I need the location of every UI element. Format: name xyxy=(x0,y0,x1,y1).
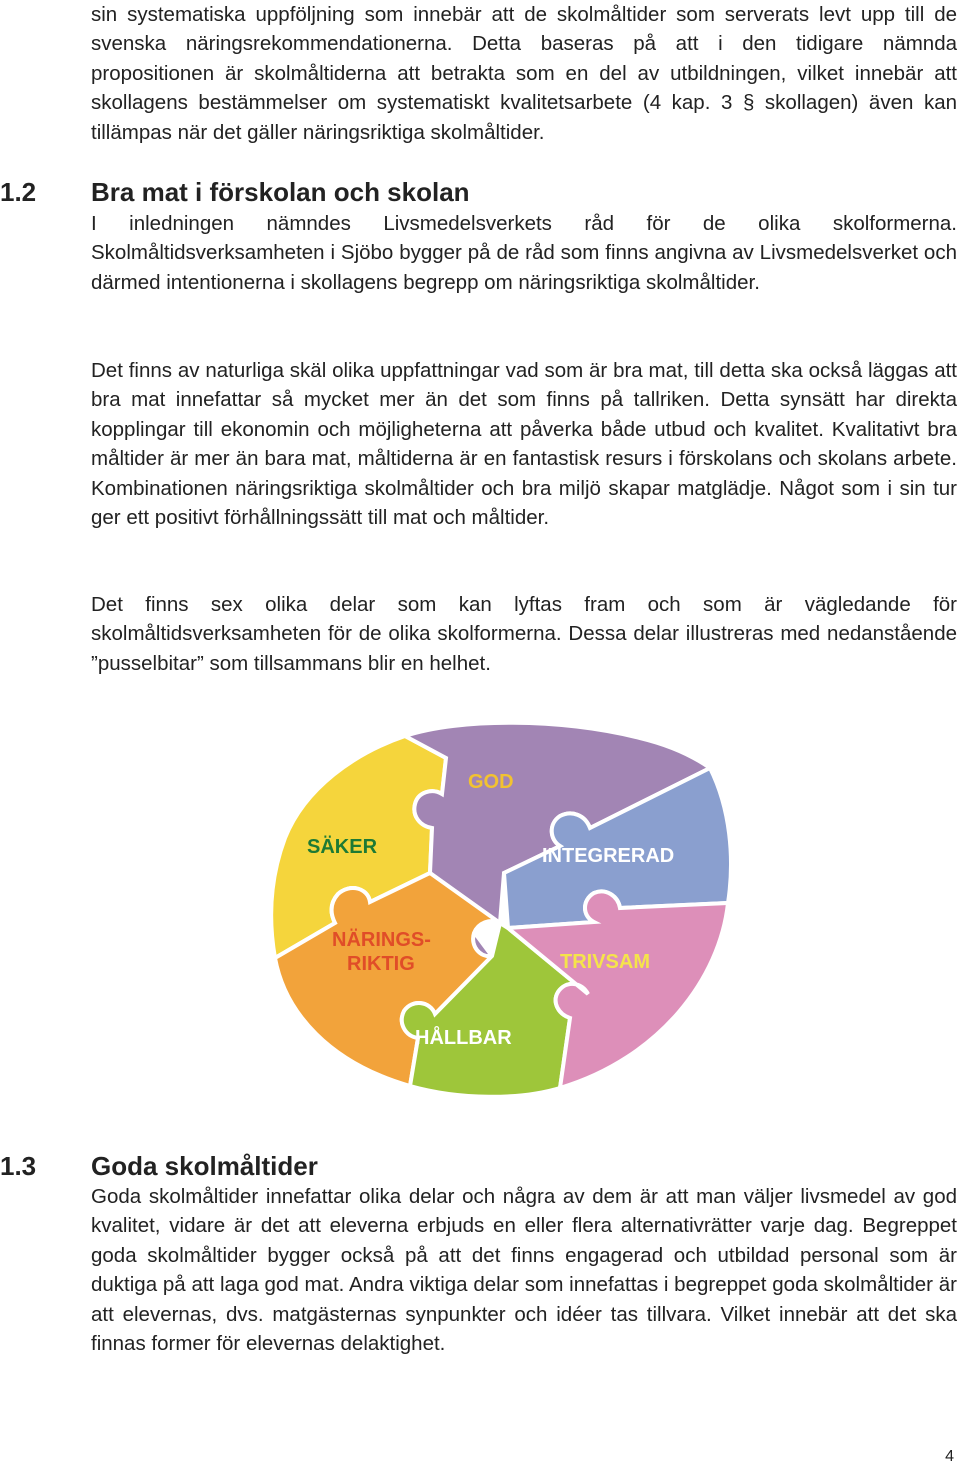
puzzle-label-integrerad: INTEGRERAD xyxy=(542,845,675,867)
section-number: 1.2 xyxy=(0,177,37,207)
paragraph-intro: sin systematiska uppföljning som innebär att de skolmåltider som serverats levt upp till de svenska näringsrekommendationerna. Detta baseras på att i den tidigare nämnda propositionen är skolmåltiderna att betrakta som en del av utbildningen, vilket innebär att skollagens bestämmelser om systematiskt kvalitetsarbete (4 kap. 3 § skollagen) även kan tillämpas när det gäller näringsriktiga skolmåltider. xyxy=(91,3,957,144)
section-title: Goda skolmåltider xyxy=(91,1151,318,1181)
paragraph-1-2-b: Det finns av naturliga skäl olika uppfattningar vad som är bra mat, till detta ska också läggas att bra mat innefattar så mycket mer än det som finns på tallriken. Detta synsätt har direkta kopplingar till ekonomin och möjligheterna att påverka både utbud och kvalitet. Kvalitativt bra måltider är mer än bara mat, måltiderna är en fantastisk resurs i förskolans och skolans arbete. Kombinationen näringsriktiga skolmåltider och bra miljö skapar matglädje. Något som i sin tur ger ett positivt förhållningssätt till mat och måltider. xyxy=(91,359,957,530)
puzzle-label-hallbar: HÅLLBAR xyxy=(415,1027,512,1049)
section-title: Bra mat i förskolan och skolan xyxy=(91,177,470,207)
paragraph-1-3: Goda skolmåltider innefattar olika delar och några av dem är att man väljer livsmedel av god kvalitet, vidare är det att eleverna erbjuds en eller flera alternativrätter varje dag. Begreppet goda skolmåltider bygger också på att det finns engagerad och utbildad personal som är duktiga på att laga god mat. Andra viktiga delar som innefattas i begreppet goda skolmåltider är att elevernas, dvs. matgästernas synpunkter och idéer tas tillvara. Vilket innebär att det ska finnas former för elevernas delaktighet. xyxy=(91,1185,957,1356)
puzzle-label-trivsam: TRIVSAM xyxy=(560,951,650,973)
puzzle-label-naringsriktig-2: RIKTIG xyxy=(347,953,415,975)
section-number: 1.3 xyxy=(0,1151,37,1181)
paragraph-1-2-a: I inledningen nämndes Livsmedelsverkets råd för de olika skolformerna. Skolmåltidsverksamheten i Sjöbo bygger på de råd som finns angivna av Livsmedelsverket och därmed intentionerna i skollagens begrepp om näringsriktiga skolmåltider. xyxy=(91,212,957,294)
puzzle-label-saker: SÄKER xyxy=(307,836,378,858)
paragraph-1-2-c: Det finns sex olika delar som kan lyftas fram och som är vägledande för skolmåltidsverksamheten för de olika skolformerna. Dessa delar illustreras med nedanstående ”pusselbitar” som tillsammans blir en helhet. xyxy=(91,593,957,675)
puzzle-diagram xyxy=(260,718,730,1098)
page-number: 4 xyxy=(945,1448,954,1465)
puzzle-label-god: GOD xyxy=(468,771,514,793)
puzzle-label-naringsriktig-1: NÄRINGS- xyxy=(332,929,431,951)
